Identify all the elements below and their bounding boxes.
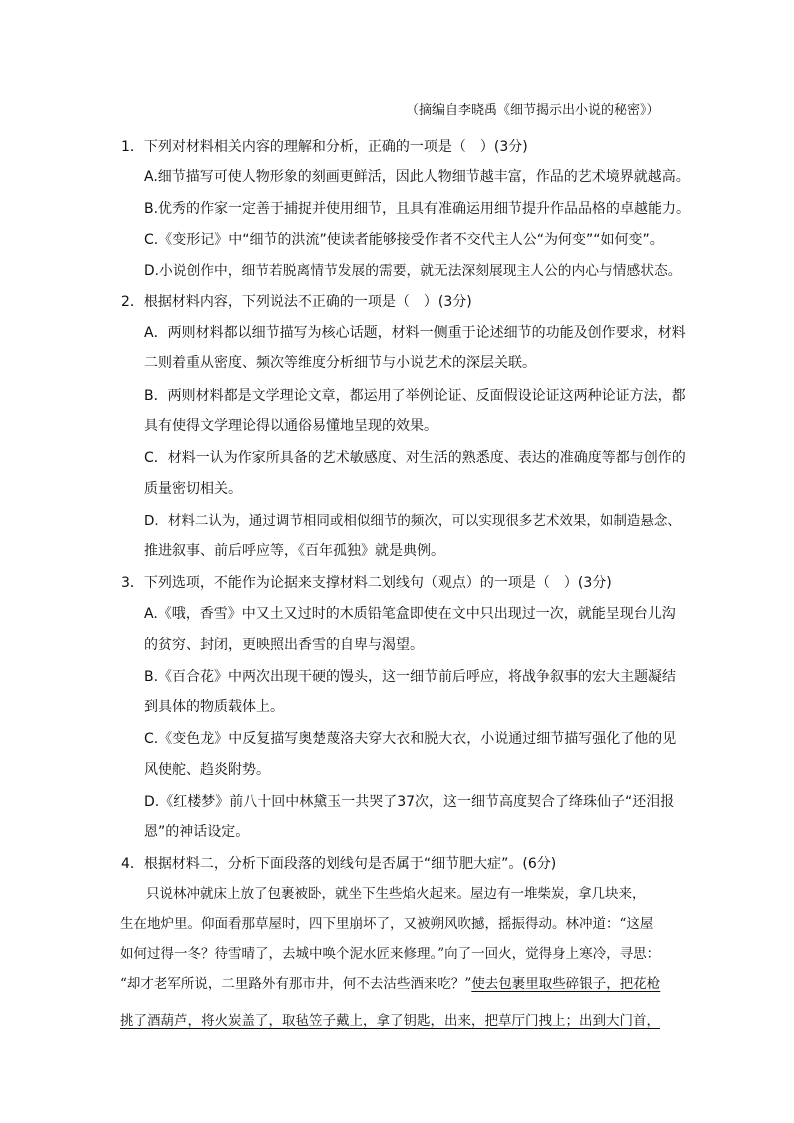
question-2-option-a-line-2: 二则着重从密度、频次等维度分析细节与小说艺术的深层关联。	[144, 355, 536, 371]
passage-line-4-text: “却才老军所说，二里路外有那市井，何不去沽些酒来吃？”	[120, 976, 472, 992]
question-2-option-d-line-1: D．材料二认为，通过调节相同或相似细节的频次，可以实现很多艺术效果，如制造悬念、	[144, 513, 681, 529]
question-1-option-b: B.优秀的作家一定善于捕捉并使用细节，且具有准确运用细节提升作品品格的卓越能力。	[144, 201, 691, 217]
underlined-sentence-part-1: 使去包裹里取些碎银子，把花枪	[471, 976, 661, 992]
question-3-stem: 3．下列选项，不能作为论据来支撑材料二划线句（观点）的一项是（ ）(3分)	[121, 575, 612, 591]
source-citation: （摘编自李晓禹《细节揭示出小说的秘密》）	[406, 103, 660, 118]
question-3-option-d-line-1: D.《红楼梦》前八十回中林黛玉一共哭了37次，这一细节高度契合了绛珠仙子“还泪报	[144, 794, 675, 810]
question-3-option-c-line-1: C.《变色龙》中反复描写奥楚蔑洛夫穿大衣和脱大衣，小说通过细节描写强化了他的见	[144, 731, 677, 747]
question-1-option-d: D.小说创作中，细节若脱离情节发展的需要，就无法深刻展现主人公的内心与情感状态。	[144, 263, 682, 279]
question-3-option-a-line-2: 的贫穷、封闭，更映照出香雪的自卑与渴望。	[144, 637, 424, 653]
question-2-option-c-line-1: C．材料一认为作家所具备的艺术敏感度、对生活的熟悉度、表达的准确度等都与创作的	[144, 450, 686, 466]
question-3-option-b-line-2: 到具体的物质载体上。	[144, 699, 284, 715]
question-3-option-b-line-1: B.《百合花》中两次出现干硬的馒头，这一细节前后呼应，将战争叙事的宏大主题凝结	[144, 669, 677, 685]
question-3-option-c-line-2: 风使舵、趋炎附势。	[144, 762, 270, 778]
question-4-stem: 4．根据材料二，分析下面段落的划线句是否属于“细节肥大症”。(6分)	[121, 856, 557, 872]
question-1-option-a: A.细节描写可使人物形象的刻画更鲜活，因此人物细节越丰富，作品的艺术境界就越高。	[144, 169, 690, 185]
underlined-sentence-part-2: 挑了酒葫芦，将火炭盖了，取毡笠子戴上，拿了钥匙，出来，把草厅门拽上；出到大门首，	[120, 1013, 660, 1029]
question-2-option-b-line-1: B．两则材料都是文学理论文章，都运用了举例论证、反面假设论证这两种论证方法，都	[144, 388, 686, 404]
question-3-option-d-line-2: 恩”的神话设定。	[144, 824, 250, 840]
passage-line-3: 如何过得一冬？待雪晴了，去城中唤个泥水匠来修理。”向了一回火，觉得身上寒冷，寻思：	[120, 946, 661, 962]
question-2-option-d-line-2: 推进叙事、前后呼应等，《百年孤独》就是典例。	[144, 543, 445, 559]
question-2-option-a-line-1: A．两则材料都以细节描写为核心话题，材料一侧重于论述细节的功能及创作要求，材料	[144, 325, 686, 341]
question-1-option-c: C.《变形记》中“细节的洪流”使读者能够接受作者不交代主人公“为何变”“如何变”。	[144, 232, 664, 248]
question-1-stem: 1．下列对材料相关内容的理解和分析，正确的一项是（ ）(3分)	[121, 139, 528, 155]
question-2-option-b-line-2: 具有使得文学理论得以通俗易懂地呈现的效果。	[144, 418, 438, 434]
question-3-option-a-line-1: A.《哦，香雪》中又土又过时的木质铅笔盒即使在文中只出现过一次，就能呈现台儿沟	[144, 606, 676, 622]
passage-line-4	[120, 974, 660, 994]
passage-line-1: 只说林冲就床上放了包裹被卧，就坐下生些焰火起来。屋边有一堆柴炭，拿几块来，	[146, 886, 646, 902]
question-2-option-c-line-2: 质量密切相关。	[144, 481, 242, 497]
question-2-stem: 2．根据材料内容，下列说法不正确的一项是（ ）(3分)	[121, 294, 472, 310]
passage-line-2: 生在地炉里。仰面看那草屋时，四下里崩坏了，又被朔风吹撼，摇振得动。林冲道：“这屋	[120, 916, 654, 932]
